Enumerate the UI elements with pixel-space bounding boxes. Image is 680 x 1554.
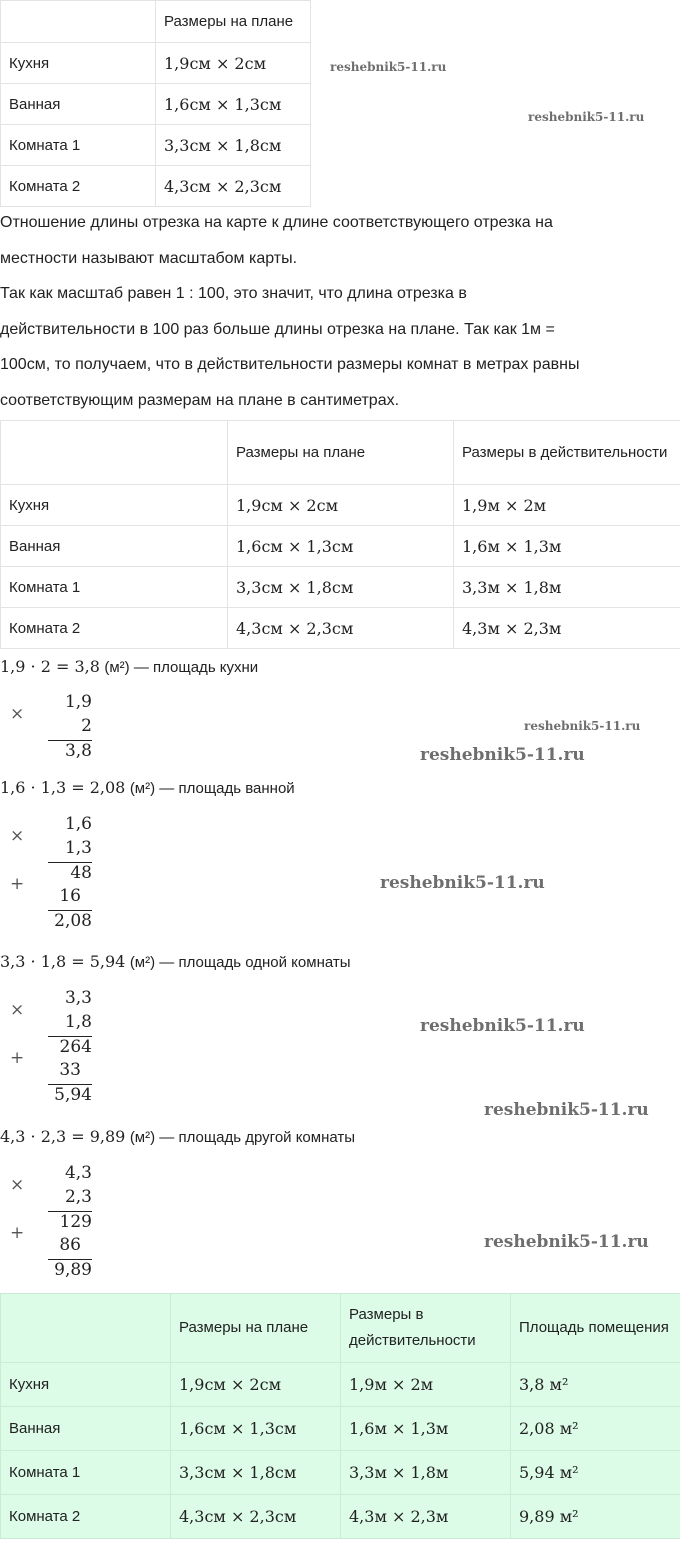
column-multiplication xyxy=(0,692,92,770)
table-row xyxy=(1,526,680,567)
table-row xyxy=(1,1363,680,1407)
partial-product: 264 xyxy=(48,1036,92,1057)
table-header-row xyxy=(1,1,311,43)
room-name: Комната 1 xyxy=(1,125,156,166)
table-cell: 1,9м × 2м xyxy=(454,485,680,526)
times-sign: × xyxy=(10,704,25,724)
table-row xyxy=(1,485,680,526)
room-name: Комната 2 xyxy=(1,166,156,207)
plus-sign: + xyxy=(10,1048,25,1068)
table3 xyxy=(0,1293,680,1539)
table-cell: 4,3м × 2,3м xyxy=(454,608,680,649)
multiplier: 1,3 xyxy=(64,838,92,858)
equation-unit: (м²) — площадь ванной xyxy=(129,780,295,797)
table-row xyxy=(1,84,311,125)
room-name: Ванная xyxy=(1,1407,171,1451)
multiplicand: 4,3 xyxy=(64,1163,92,1183)
partial-product: 129 xyxy=(48,1211,92,1232)
table-cell: 3,3см × 1,8см xyxy=(228,567,454,608)
equation-expr: 4,3 · 2,3 = 9,89 xyxy=(0,1127,126,1146)
room-name: Комната 1 xyxy=(1,567,228,608)
partial-product: 33 xyxy=(59,1060,81,1080)
paragraph-line: Так как масштаб равен 1 : 100, это значит, что длина отрезка в xyxy=(0,285,467,303)
product-result: 5,94 xyxy=(48,1084,92,1105)
room-name: Комната 2 xyxy=(1,1495,171,1539)
partial-product: 16 xyxy=(59,886,81,906)
table-cell: 1,6см × 1,3см xyxy=(228,526,454,567)
paragraph-line: 100см, то получаем, что в действительности размеры комнат в метрах равны xyxy=(0,356,580,374)
equation-line xyxy=(0,778,295,798)
paragraph-line: местности называют масштабом карты. xyxy=(0,249,298,267)
table-cell: 1,9см × 2см xyxy=(171,1363,341,1407)
times-sign: × xyxy=(10,826,25,846)
table-cell: 4,3см × 2,3см xyxy=(156,166,311,207)
table-cell: 1,9см × 2см xyxy=(156,43,311,84)
table-cell: 3,3м × 1,8м xyxy=(454,567,680,608)
watermark: reshebnik5-11.ru xyxy=(380,873,545,893)
table-cell: 1,6м × 1,3м xyxy=(341,1407,511,1451)
equation-unit: (м²) — площадь другой комнаты xyxy=(129,1129,356,1146)
watermark: reshebnik5-11.ru xyxy=(484,1100,649,1120)
watermark: reshebnik5-11.ru xyxy=(484,1232,649,1252)
equation-line xyxy=(0,1127,355,1147)
multiplicand: 3,3 xyxy=(64,988,92,1008)
table-cell: 1,6см × 1,3см xyxy=(171,1407,341,1451)
table-header-row xyxy=(1,421,680,485)
table-header-row xyxy=(1,1294,680,1363)
watermark: reshebnik5-11.ru xyxy=(420,745,585,765)
watermark: reshebnik5-11.ru xyxy=(528,110,645,124)
watermark: reshebnik5-11.ru xyxy=(330,60,447,74)
room-name: Ванная xyxy=(1,526,228,567)
equation-line xyxy=(0,657,258,677)
multiplicand: 1,6 xyxy=(64,814,92,834)
paragraph-line: соответствующим размерам на плане в сантиметрах. xyxy=(0,392,400,409)
times-sign: × xyxy=(10,1000,25,1020)
multiplier: 2 xyxy=(81,716,92,736)
equation-expr: 1,9 · 2 = 3,8 xyxy=(0,657,100,676)
product-result: 2,08 xyxy=(48,910,92,931)
equation-expr: 1,6 · 1,3 = 2,08 xyxy=(0,778,126,797)
table-cell: 3,3см × 1,8см xyxy=(156,125,311,166)
multiplier: 2,3 xyxy=(64,1187,92,1207)
table-row xyxy=(1,1407,680,1451)
room-name: Кухня xyxy=(1,485,228,526)
room-name: Комната 1 xyxy=(1,1451,171,1495)
column-header xyxy=(1,1,156,43)
table-cell: 3,3м × 1,8м xyxy=(341,1451,511,1495)
room-name: Кухня xyxy=(1,1363,171,1407)
table1 xyxy=(0,0,311,207)
table-row xyxy=(1,1451,680,1495)
product-result: 3,8 xyxy=(48,740,92,761)
watermark: reshebnik5-11.ru xyxy=(524,719,641,733)
table-row xyxy=(1,166,311,207)
product-result: 9,89 xyxy=(48,1259,92,1280)
column-header: Размеры в действительности xyxy=(454,421,680,485)
column-header: Размеры на плане xyxy=(171,1294,341,1363)
table-cell: 4,3см × 2,3см xyxy=(228,608,454,649)
partial-product: 86 xyxy=(59,1235,81,1255)
table-cell: 1,6см × 1,3см xyxy=(156,84,311,125)
plus-sign: + xyxy=(10,874,25,894)
table2 xyxy=(0,420,680,649)
table-row xyxy=(1,1495,680,1539)
table-cell: 3,3см × 1,8см xyxy=(171,1451,341,1495)
table-row xyxy=(1,608,680,649)
table-cell: 1,9см × 2см xyxy=(228,485,454,526)
table-cell: 1,6м × 1,3м xyxy=(454,526,680,567)
column-multiplication xyxy=(0,1163,92,1289)
table-cell: 4,3м × 2,3м xyxy=(341,1495,511,1539)
table-row xyxy=(1,43,311,84)
table-cell: 4,3см × 2,3см xyxy=(171,1495,341,1539)
equation-expr: 3,3 · 1,8 = 5,94 xyxy=(0,952,126,971)
column-header xyxy=(1,1294,171,1363)
multiplicand: 1,9 xyxy=(64,692,92,712)
times-sign: × xyxy=(10,1175,25,1195)
table-cell: 9,89 м² xyxy=(511,1495,680,1539)
column-multiplication xyxy=(0,988,92,1114)
table-cell: 3,8 м² xyxy=(511,1363,680,1407)
room-name: Ванная xyxy=(1,84,156,125)
plus-sign: + xyxy=(10,1223,25,1243)
equation-unit: (м²) — площадь кухни xyxy=(104,659,259,676)
equation-unit: (м²) — площадь одной комнаты xyxy=(129,954,351,971)
room-name: Комната 2 xyxy=(1,608,228,649)
column-header: Размеры в действительности xyxy=(341,1294,511,1363)
table-row xyxy=(1,125,311,166)
equation-line xyxy=(0,952,351,972)
table-cell: 2,08 м² xyxy=(511,1407,680,1451)
column-multiplication xyxy=(0,814,92,940)
partial-product: 48 xyxy=(48,862,92,883)
watermark: reshebnik5-11.ru xyxy=(420,1016,585,1036)
column-header: Размеры на плане xyxy=(228,421,454,485)
table-cell: 5,94 м² xyxy=(511,1451,680,1495)
column-header: Размеры на плане xyxy=(156,1,311,43)
table-cell: 1,9м × 2м xyxy=(341,1363,511,1407)
room-name: Кухня xyxy=(1,43,156,84)
multiplier: 1,8 xyxy=(64,1012,92,1032)
column-header: Площадь помещения xyxy=(511,1294,680,1363)
paragraph-line: действительности в 100 раз больше длины отрезка на плане. Так как 1м = xyxy=(0,320,555,338)
paragraph-line: Отношение длины отрезка на карте к длине соответствующего отрезка на xyxy=(0,214,553,231)
table-row xyxy=(1,567,680,608)
column-header xyxy=(1,421,228,485)
